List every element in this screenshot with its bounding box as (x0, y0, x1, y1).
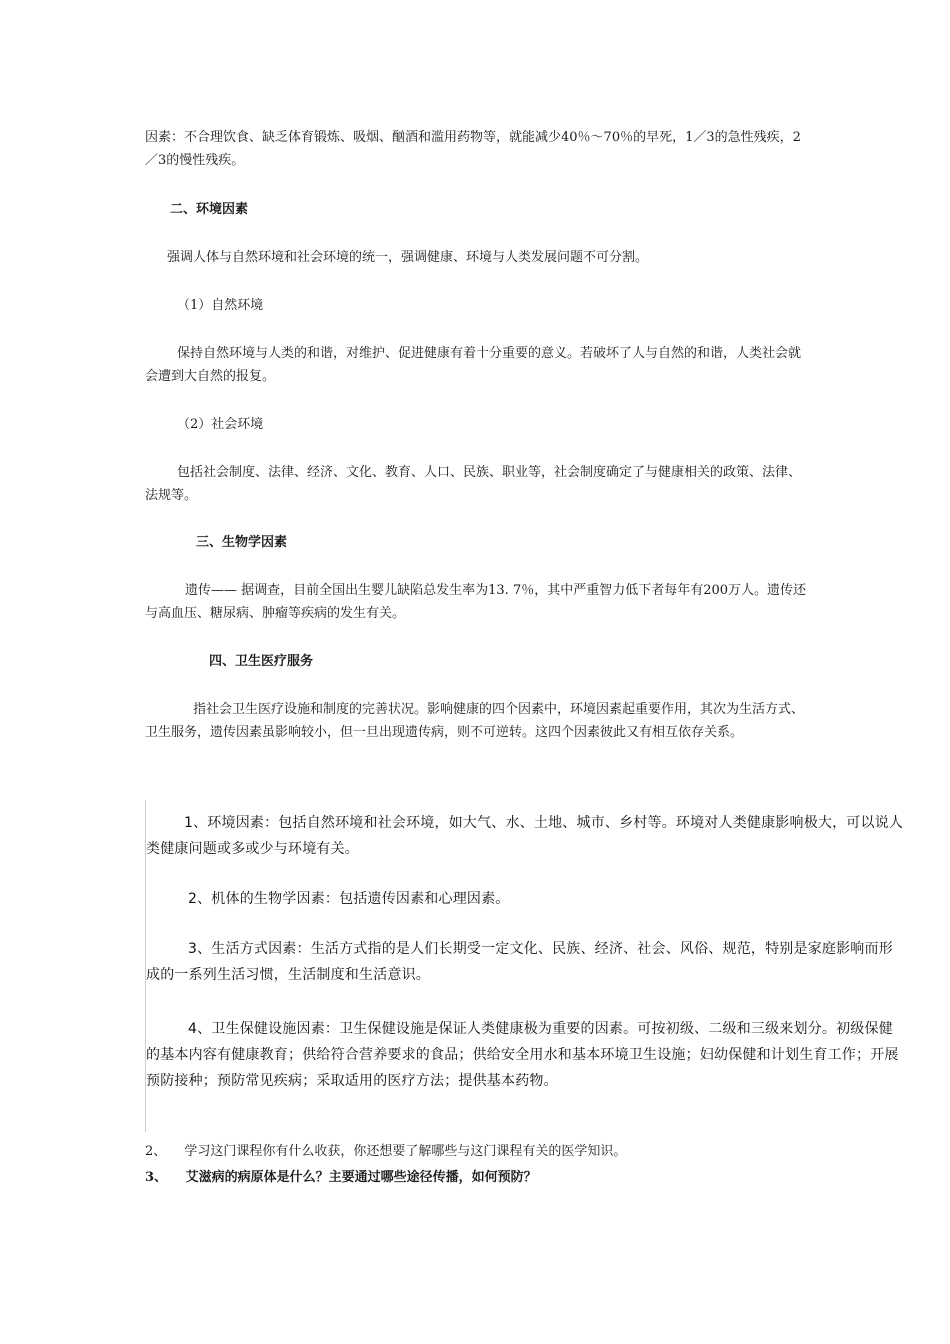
section-heading-environment: 二、环境因素 (170, 202, 249, 217)
embedded-text-image (145, 800, 906, 1132)
factor-item-2: 2、机体的生物学因素：包括遗传因素和心理因素。 (188, 891, 510, 907)
factor-item-4: 4、卫生保健设施因素：卫生保健设施是保证人类健康极为重要的因素。可按初级、二级和三级来划分。初级保健的基本内容有健康教育；供给符合营养要求的食品；供给安全用水和基本环境卫生设施；妇幼保健和计划生育工作；开展预防接种；预防常见疾病；采取适用的医疗方法；提供基本药物。 (146, 1021, 899, 1089)
biology-paragraph: 遗传—— 据调查，目前全国出生婴儿缺陷总发生率为13. 7％，其中严重智力低下者每年有200万人。遗传还与高血压、糖尿病、肿瘤等疾病的发生有关。 (145, 583, 807, 621)
environment-paragraph: 强调人体与自然环境和社会环境的统一，强调健康、环境与人类发展问题不可分割。 (167, 250, 649, 265)
social-environment-heading: （2）社会环境 (177, 417, 264, 432)
factor-item-1: 1、环境因素：包括自然环境和社会环境，如大气、水、土地、城市、乡村等。环境对人类健康影响极大，可以说人类健康问题或多或少与环境有关。 (146, 815, 904, 857)
social-environment-paragraph: 包括社会制度、法律、经济、文化、教育、人口、民族、职业等，社会制度确定了与健康相关的政策、法律、法规等。 (145, 465, 802, 503)
medical-service-paragraph: 指社会卫生医疗设施和制度的完善状况。影响健康的四个因素中，环境因素起重要作用，其次为生活方式、卫生服务，遗传因素虽影响较小，但一旦出现遗传病，则不可逆转。这四个因素彼此又有相互依存关系。 (145, 702, 805, 740)
natural-environment-paragraph: 保持自然环境与人类的和谐，对维护、促进健康有着十分重要的意义。若破坏了人与自然的和谐，人类社会就会遭到大自然的报复。 (145, 346, 802, 384)
question-2 (145, 1142, 626, 1162)
question-2-number: 2、 (145, 1144, 167, 1159)
question-3-text: 艾滋病的病原体是什么？主要通过哪些途径传播，如何预防？ (185, 1170, 537, 1185)
section-heading-medical-service: 四、卫生医疗服务 (209, 654, 314, 669)
factor-item-3: 3、生活方式因素：生活方式指的是人们长期受一定文化、民族、经济、社会、风俗、规范，特别是家庭影响而形成的一系列生活习惯，生活制度和生活意识。 (146, 941, 893, 983)
question-3-number: 3、 (145, 1170, 168, 1185)
question-3 (145, 1168, 537, 1188)
question-2-text: 学习这门课程你有什么收获，你还想要了解哪些与这门课程有关的医学知识。 (184, 1144, 627, 1159)
section-heading-biology: 三、生物学因素 (196, 535, 288, 550)
natural-environment-heading: （1）自然环境 (177, 298, 264, 313)
intro-paragraph: 因素：不合理饮食、缺乏体育锻炼、吸烟、酗酒和滥用药物等，就能减少40％～70％的早死，1／3的急性残疾，2／3的慢性残疾。 (145, 130, 801, 168)
